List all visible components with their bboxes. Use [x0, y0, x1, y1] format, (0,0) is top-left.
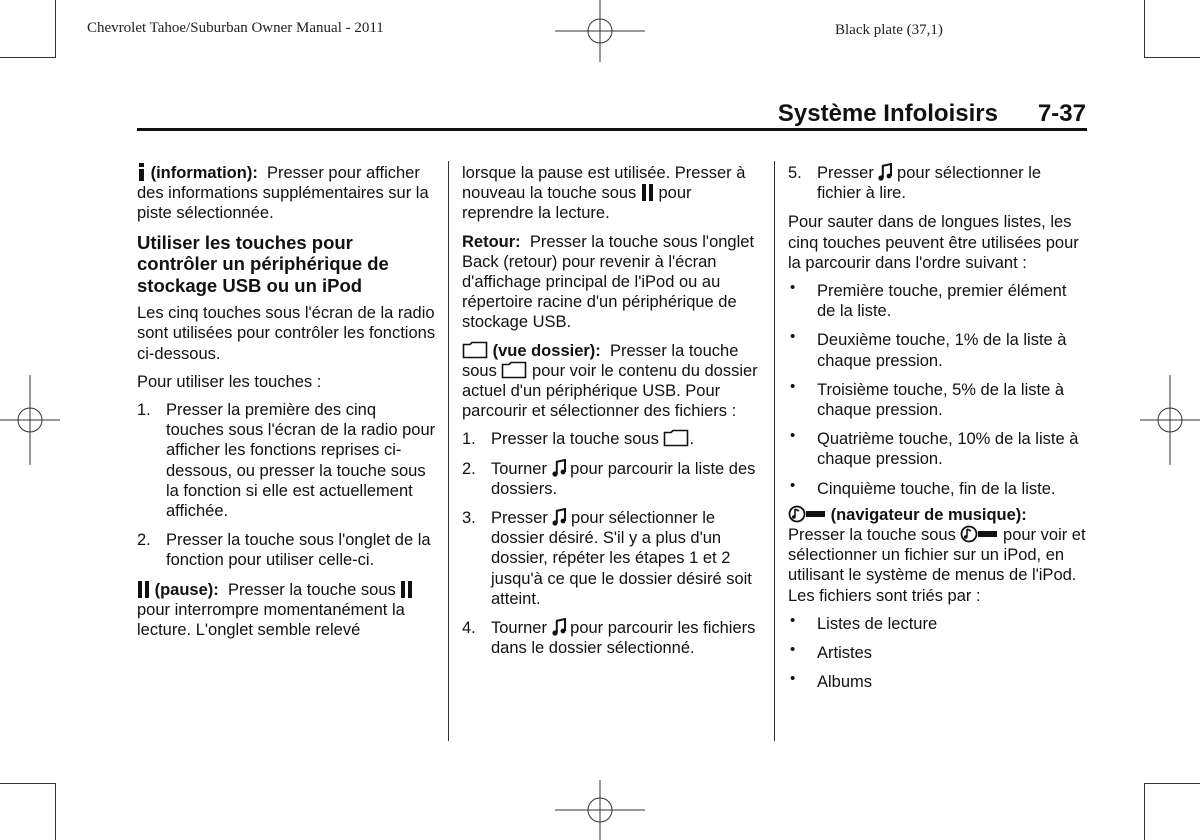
info-icon: [137, 163, 146, 181]
list-item: • Deuxième touche, 1% de la liste à chaque pression.: [790, 328, 1067, 370]
folder-icon: [663, 429, 689, 447]
pause-label: (pause):: [154, 580, 219, 599]
column-divider: [774, 161, 775, 741]
folder-paragraph: (vue dossier): Presser la touche sous pour voir le contenu du dossier actuel d'un périphérique USB. Pour parcourir et sélectionner des fichiers :: [462, 341, 758, 421]
list-item: • Cinquième touche, fin de la liste.: [790, 476, 1056, 498]
print-header-plate: Black plate (37,1): [835, 22, 943, 38]
info-label: (information):: [150, 164, 258, 182]
column-2: [462, 163, 762, 667]
pause-paragraph: (pause): Presser la touche sous pour interrompre momentanément la lecture. L'onglet semble relevé: [137, 580, 437, 641]
sort-bullets: [788, 611, 1088, 693]
back-paragraph: Retour: Presser la touche sous l'onglet Back (retour) pour revenir à l'écran d'affichage principal de l'iPod ou au répertoire racine d'un périphérique de stockage USB.: [462, 232, 755, 332]
folder-steps-continued: [788, 163, 1088, 203]
page-number: 7-37: [1037, 100, 1086, 127]
crop-mark: [1144, 57, 1200, 58]
pause-icon: [137, 581, 150, 598]
crop-mark: [1144, 783, 1200, 784]
list-item: • Première touche, premier élément de la liste.: [790, 279, 1067, 321]
info-paragraph: [137, 163, 437, 224]
column-3: [788, 163, 1088, 701]
navigator-paragraph: (navigateur de musique): Presser la touche sous pour voir et sélectionner un fichier sur un iPod, en utilisant le système de menus de l'iPod. Les fichiers sont triés par :: [788, 505, 1086, 605]
intro-paragraph: Les cinq touches sous l'écran de la radio sont utilisées pour contrôler les fonctions ci-dessous.: [137, 304, 436, 363]
list-item: 2. Presser la touche sous l'onglet de la fonction pour utiliser celle-ci.: [137, 531, 431, 570]
crop-mark: [55, 783, 56, 840]
crop-mark: [0, 57, 56, 58]
list-item: 2. Tourner pour parcourir la liste des dossiers.: [462, 459, 756, 498]
column-1: [137, 163, 437, 648]
pause-continued: lorsque la pause est utilisée. Presser à nouveau la touche sous pour reprendre la lecture.: [462, 164, 746, 223]
back-label: Retour:: [462, 232, 521, 251]
registration-target-icon: [555, 0, 645, 62]
folder-icon: [501, 361, 527, 379]
section-title: Système Infoloisirs: [777, 100, 998, 127]
registration-target-icon: [555, 780, 645, 840]
list-item: • Listes de lecture: [790, 611, 938, 633]
print-header-title: Chevrolet Tahoe/Suburban Owner Manual - 2011: [87, 20, 384, 36]
list-item: 1. Presser la touche sous .: [462, 430, 695, 449]
list-item: 3. Presser pour sélectionner le dossier désiré. S'il y a plus d'un dossier, répéter les étapes 1 et 2 jusqu'à ce que le dossier désiré soit atteint.: [462, 509, 752, 608]
jump-bullets: [788, 281, 1088, 499]
steps-list: [137, 400, 437, 571]
folder-icon: [462, 341, 488, 359]
navigator-label: (navigateur de musique):: [830, 505, 1027, 524]
registration-target-icon: [1140, 375, 1200, 465]
list-item: • Albums: [790, 670, 873, 692]
list-item: 1. Presser la première des cinq touches sous l'écran de la radio pour afficher les fonctions reprises ci-dessous, ou presser la touche sous la fonction si elle est actuellement affichée.: [137, 400, 436, 520]
list-item: • Troisième touche, 5% de la liste à chaque pression.: [790, 377, 1065, 420]
tune-knob-icon: [552, 508, 566, 526]
info-text: Presser pour afficher des informations supplémentaires sur la piste sélectionnée.: [137, 164, 429, 223]
pause-icon: [400, 581, 413, 598]
column-divider: [448, 161, 449, 741]
music-navigator-icon: [960, 525, 998, 543]
crop-mark: [1144, 0, 1145, 58]
music-navigator-icon: [788, 505, 826, 523]
tune-knob-icon: [552, 459, 566, 477]
list-item: • Quatrième touche, 10% de la liste à chaque pression.: [790, 427, 1079, 469]
header-rule: [137, 128, 1087, 131]
list-item: • Artistes: [790, 641, 873, 663]
list-item: 4. Tourner pour parcourir les fichiers dans le dossier sélectionné.: [462, 619, 756, 658]
folder-label: (vue dossier):: [492, 341, 601, 360]
crop-mark: [55, 0, 56, 58]
tune-knob-icon: [878, 163, 892, 181]
crop-mark: [1144, 783, 1145, 840]
crop-mark: [0, 783, 56, 784]
folder-steps-list: [462, 429, 762, 658]
tune-knob-icon: [552, 618, 566, 636]
long-lists-paragraph: Pour sauter dans de longues listes, les cinq touches peuvent être utilisées pour la parcourir dans l'ordre suivant :: [788, 213, 1079, 272]
section-heading: Utiliser les touches pour contrôler un périphérique de stockage USB ou un iPod: [137, 231, 389, 296]
list-item: 5. Presser pour sélectionner le fichier à lire.: [788, 164, 1042, 203]
pause-icon: [641, 184, 654, 201]
registration-target-icon: [0, 375, 60, 465]
use-keys-paragraph: Pour utiliser les touches :: [137, 372, 322, 391]
running-head: [778, 100, 1086, 128]
